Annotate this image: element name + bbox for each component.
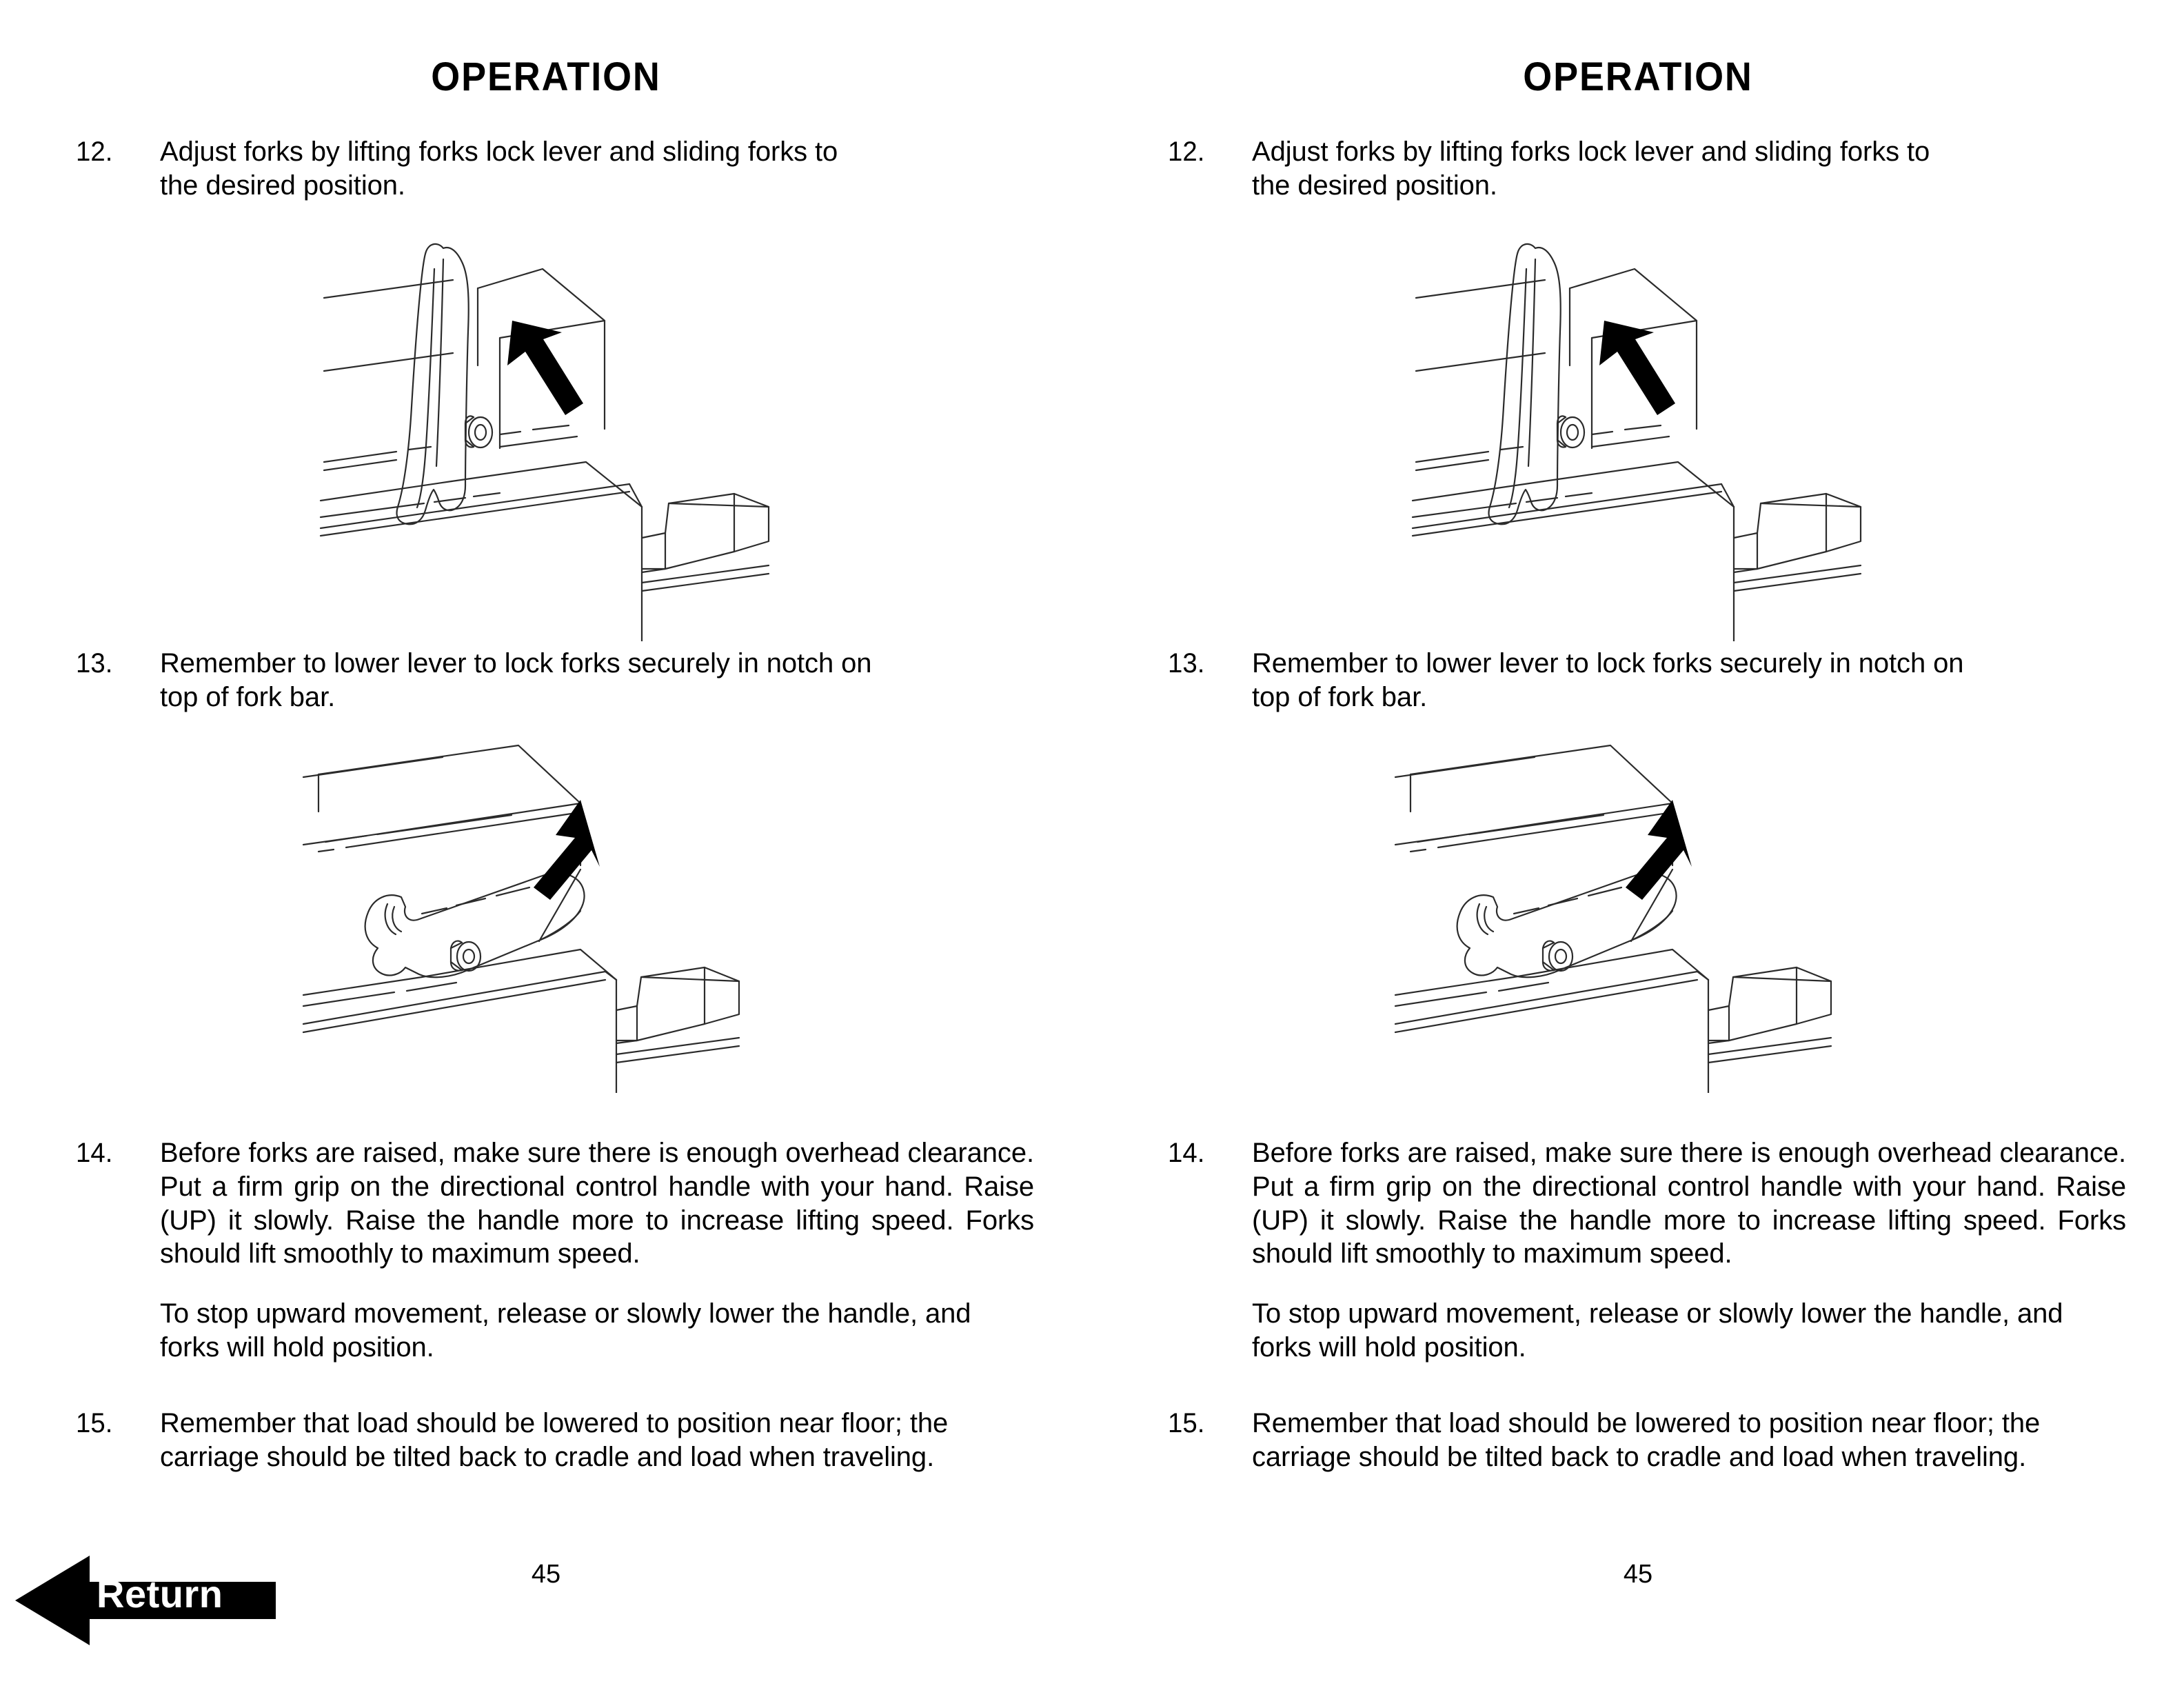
item-13-right-line-1: Remember to lower lever to lock forks securely in notch on	[1252, 648, 1964, 679]
item-text-14-right	[1252, 1136, 2126, 1365]
up-arrow-glyph-right	[1599, 321, 1675, 415]
item-14-paragraph-2: To stop upward movement, release or slowly lower the handle, and forks will hold position.	[160, 1298, 971, 1363]
item-number-14-right: 14.	[1168, 1138, 1205, 1168]
item-number-13-right: 13.	[1168, 648, 1205, 679]
instruction-item-15	[76, 1407, 1034, 1474]
item-text-12	[160, 135, 1034, 203]
return-button-label: Return	[97, 1572, 223, 1616]
figure-fork-lock-lever-lowered-right	[1376, 734, 1872, 1093]
return-button[interactable]	[15, 1556, 277, 1645]
figure-fork-lock-lever-raised	[293, 228, 776, 641]
instruction-item-14-right	[1168, 1136, 2126, 1365]
instruction-item-12-right	[1168, 135, 2126, 203]
figure-fork-lock-lever-raised-right	[1385, 228, 1868, 641]
item-number-12-right: 12.	[1168, 137, 1205, 167]
item-13-line-1: Remember to lower lever to lock forks securely in notch on	[160, 648, 872, 679]
item-text-13-right	[1252, 647, 2126, 714]
item-number-13: 13.	[76, 648, 113, 679]
item-number-14: 14.	[76, 1138, 113, 1168]
item-15-right-paragraph-1: Remember that load should be lowered to position near floor; the carriage should be tilted back to cradle and load when traveling.	[1252, 1408, 2041, 1472]
item-number-12: 12.	[76, 137, 113, 167]
item-text-14	[160, 1136, 1034, 1365]
figure-fork-lock-lever-lowered	[284, 734, 780, 1093]
page-title-right: OPERATION	[1523, 54, 1753, 99]
item-13-line-2: top of fork bar.	[160, 681, 336, 712]
item-12-line-1: Adjust forks by lifting forks lock lever and sliding forks to	[160, 137, 838, 167]
item-14-right-paragraph-1: Before forks are raised, make sure there is enough overhead clearance. Put a firm grip on the directional control handle with your hand. Raise (UP) it slowly. Raise the handle more to increase lifting speed. Forks should lift smoothly to maximum speed.	[1252, 1138, 2126, 1269]
item-12-line-2: the desired position.	[160, 170, 405, 201]
item-14-paragraph-1: Before forks are raised, make sure there is enough overhead clearance. Put a firm grip on the directional control handle with your hand. Raise (UP) it slowly. Raise the handle more to increase lifting speed. Forks should lift smoothly to maximum speed.	[160, 1138, 1034, 1269]
item-number-15-right: 15.	[1168, 1408, 1205, 1438]
item-14-right-paragraph-2: To stop upward movement, release or slowly lower the handle, and forks will hold position.	[1252, 1298, 2063, 1363]
item-number-15: 15.	[76, 1408, 113, 1438]
item-text-12-right	[1252, 135, 2126, 203]
page-number-right: 45	[1623, 1560, 1653, 1589]
instruction-item-12	[76, 135, 1034, 203]
instruction-item-14	[76, 1136, 1034, 1365]
item-15-paragraph-1: Remember that load should be lowered to position near floor; the carriage should be tilted back to cradle and load when traveling.	[160, 1408, 949, 1472]
up-arrow-glyph	[507, 321, 583, 415]
item-12-right-line-2: the desired position.	[1252, 170, 1497, 201]
item-13-right-line-2: top of fork bar.	[1252, 681, 1428, 712]
page-number: 45	[531, 1560, 561, 1589]
item-text-15-right	[1252, 1407, 2126, 1474]
instruction-item-13	[76, 647, 1034, 714]
page-title: OPERATION	[431, 54, 661, 99]
page-column-right	[1092, 0, 2184, 1688]
item-text-15	[160, 1407, 1034, 1474]
instruction-item-15-right	[1168, 1407, 2126, 1474]
item-text-13	[160, 647, 1034, 714]
item-12-right-line-1: Adjust forks by lifting forks lock lever and sliding forks to	[1252, 137, 1930, 167]
instruction-item-13-right	[1168, 647, 2126, 714]
